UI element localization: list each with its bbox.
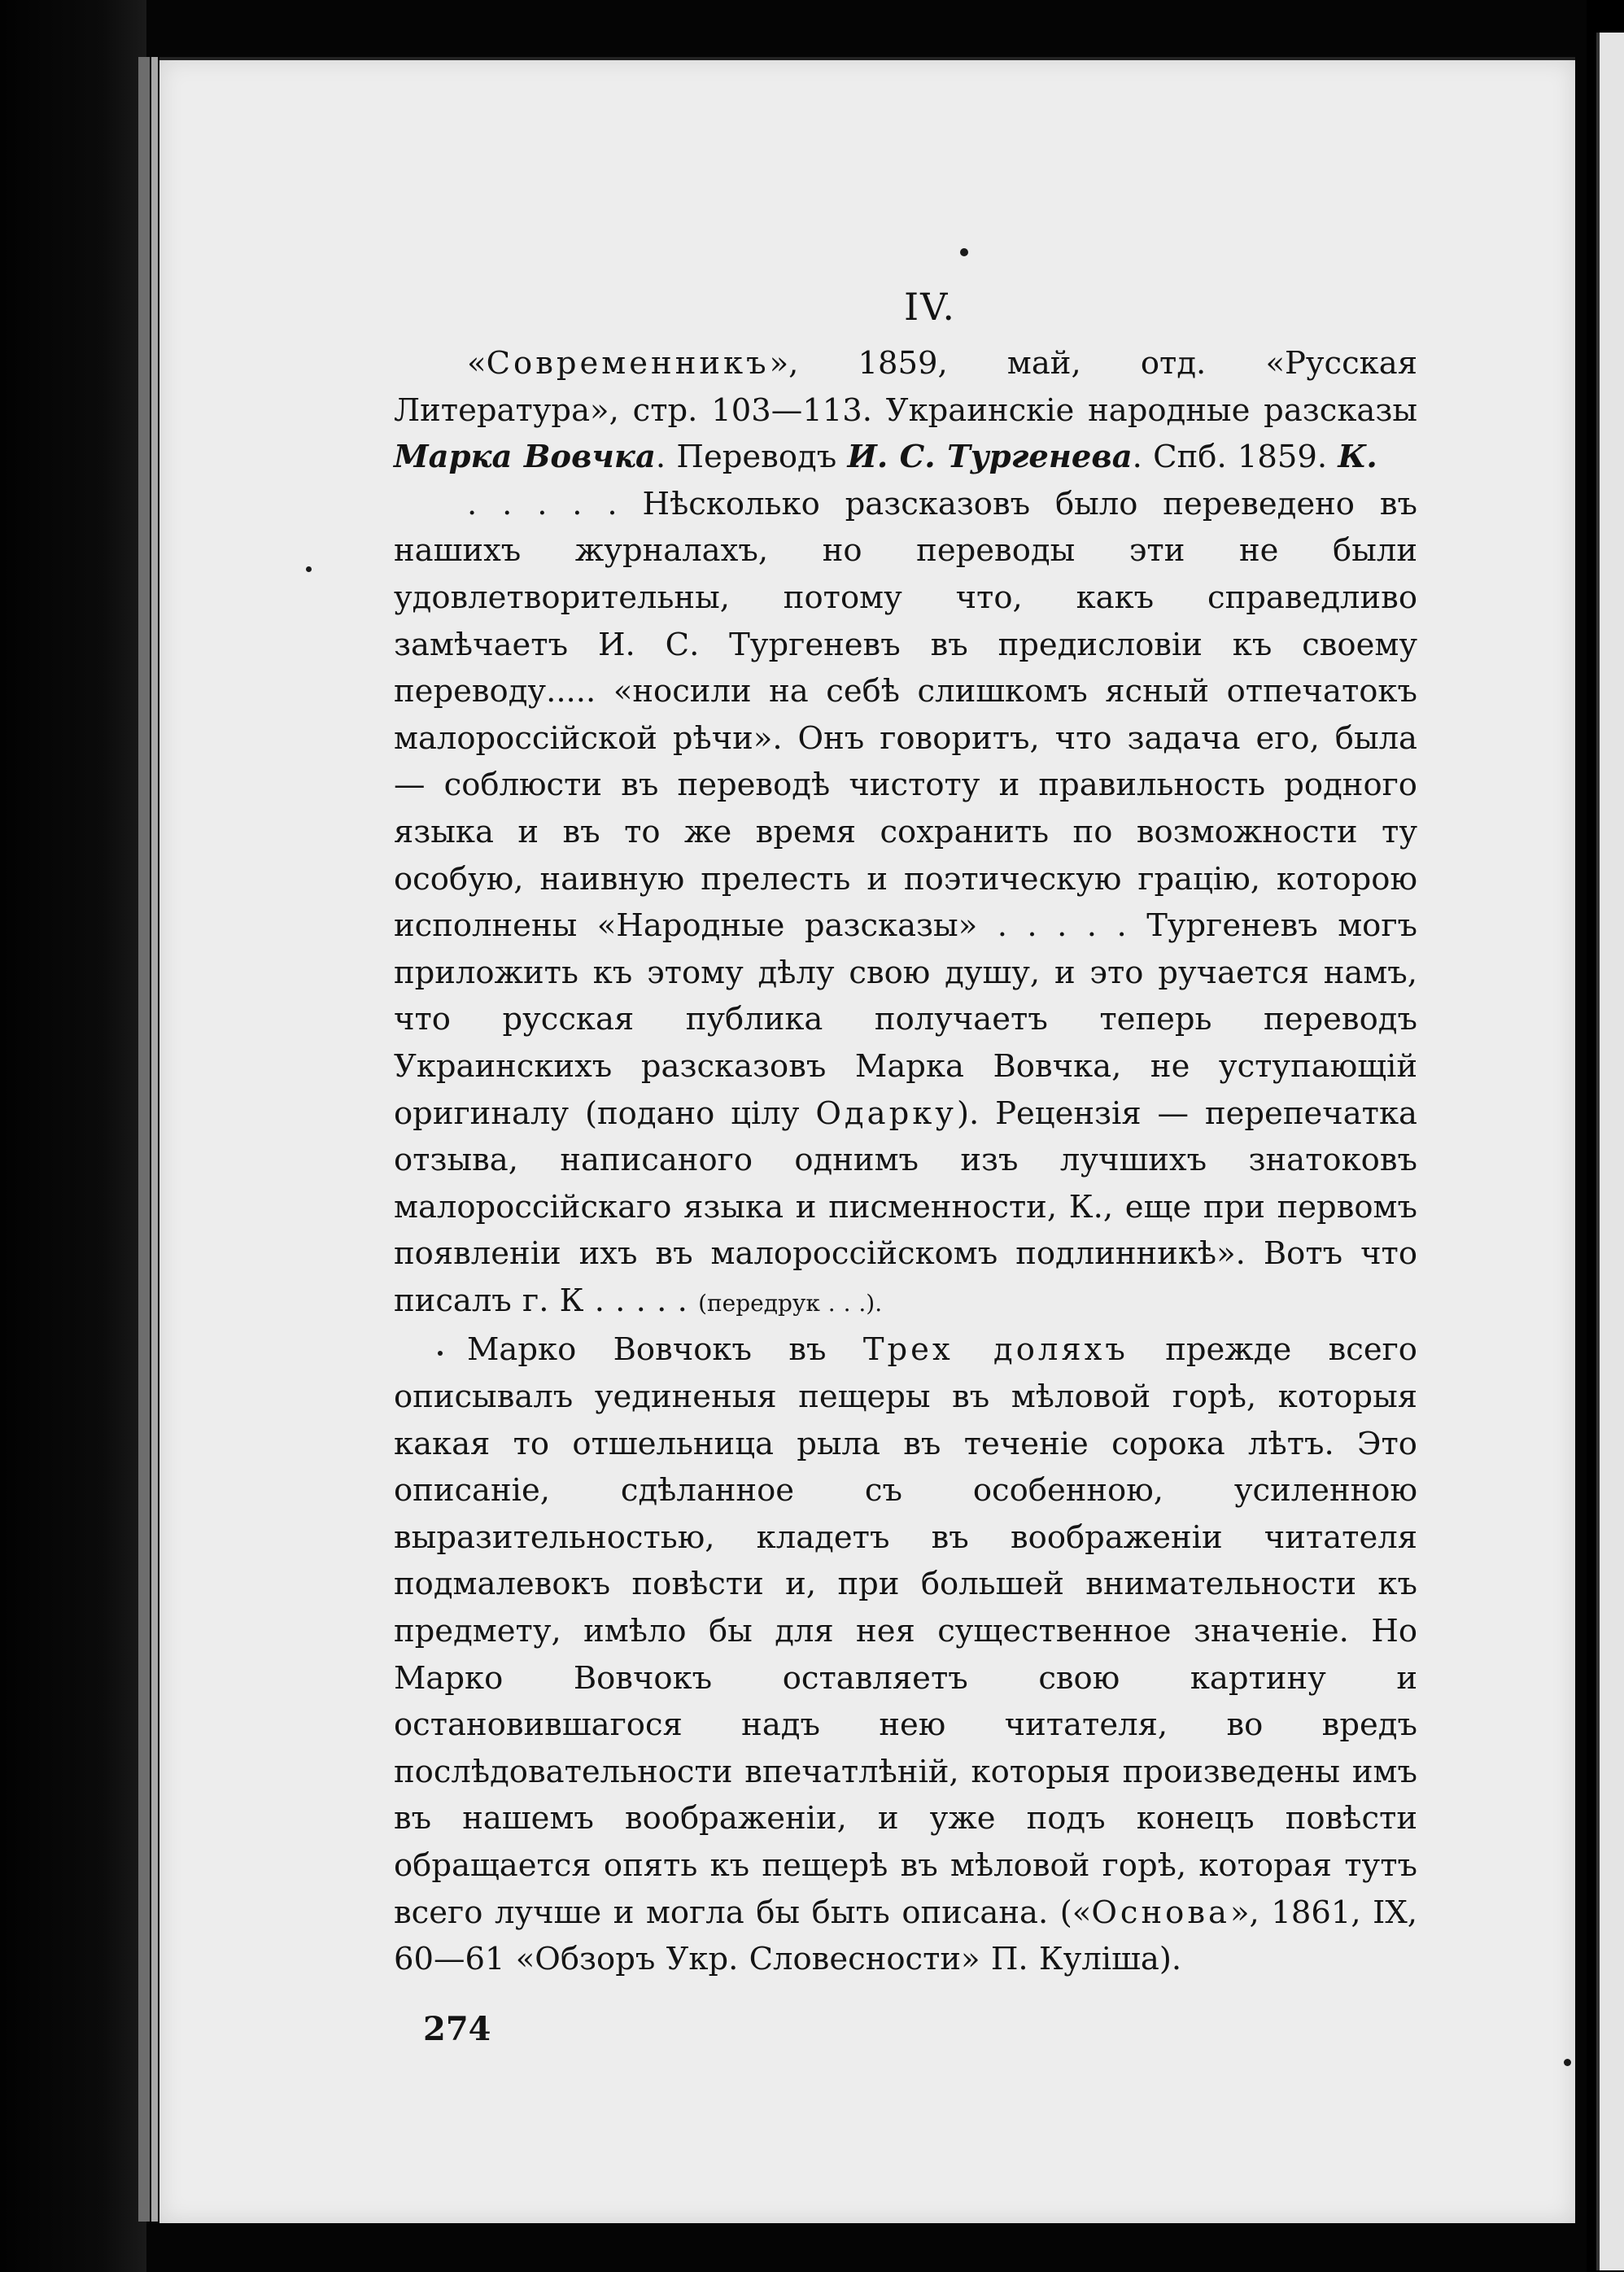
page-number: 274: [423, 2010, 491, 2048]
text-run: (передрук . . .).: [698, 1289, 883, 1317]
paragraph-1: [394, 340, 1417, 481]
page-content: [394, 269, 1417, 1983]
text-run: Одарку: [815, 1094, 957, 1132]
text-run: . Спб. 1859.: [1132, 439, 1338, 476]
text-run: Современникъ: [486, 345, 770, 382]
text-run: прежде всего описывалъ уединеныя пещеры въ мѣловой горѣ, которыя какая то отшельница рыла въ теченіе сорока лѣтъ. Это описаніе, сдѣланное съ особенною, усиленною выразительностью, кладетъ въ воображеніи читателя подмалевокъ повѣсти и, при большей внимательности къ предмету, имѣло бы для нея существенное значеніе. Но Марко Вовчокъ оставляетъ свою картину и остановившагося надъ нею читателя, во вредъ послѣдовательности впечатлѣній, которыя произведены имъ въ нашемъ воображеніи, и уже подъ конецъ повѣсти обращается опять къ пещерѣ въ мѣловой горѣ, которая тутъ всего лучше и могла бы быть описана. («: [394, 1331, 1417, 1931]
text-run: . . . . . Нѣсколько разсказовъ было переведено въ нашихъ журналахъ, но переводы эти не были удовлетворительны, потому что, какъ справедливо замѣчаетъ И. С. Тургеневъ въ предисловіи къ своему переводу..... «носили на себѣ слишкомъ ясный отпечатокъ малороссійской рѣчи». Онъ говоритъ, что задача его, была — соблюсти въ переводѣ чистоту и правильность родного языка и въ то же время сохранить по возможности ту особую, наивную прелесть и поэтическую грацію, которою исполнены «Народные разсказы» . . . . . Тургеневъ могъ приложить къ этому дѣлу свою душу, и это ручается намъ, что русская публика получаетъ теперь переводъ Украинскихъ разсказовъ Марка Вовчка, не уступающій оригиналу (подано цілу: [394, 485, 1417, 1132]
text-run: Марка Вовчка: [394, 439, 656, 476]
text-run: ). Рецензія — перепечатка отзыва, написаного однимъ изъ лучшихъ знатоковъ малороссійскаго языка и писменности, К., еще при первомъ появленіи ихъ въ малороссійскомъ подлинникѣ». Вотъ что писалъ г. К . . . . .: [394, 1094, 1417, 1319]
page-edge: [138, 57, 150, 2222]
next-page-edge: [1596, 33, 1624, 2270]
next-page-edge-line: [1596, 33, 1600, 2270]
speck-right: [1564, 2059, 1571, 2066]
text-run: », 1859, май, отд. «Русская Литература», стр. 103—113. Украинскіе народные разсказы: [394, 345, 1417, 429]
book-binding: [0, 0, 146, 2272]
section-heading: IV.: [904, 285, 956, 329]
speck-left: [306, 566, 312, 572]
page-edge-light: [151, 57, 158, 2222]
paragraph-2: [394, 481, 1417, 1327]
speck-top: [960, 248, 968, 256]
text-run: Марко Вовчокъ въ: [467, 1331, 863, 1369]
text-run: И. С. Тургенева: [847, 439, 1133, 476]
text-run: «: [467, 345, 487, 382]
text-run: Трех доляхъ: [862, 1331, 1129, 1369]
text-run: К.: [1338, 439, 1377, 476]
text-run: Основа: [1091, 1894, 1230, 1931]
text-run: », 1861, IX, 60—61 «Обзоръ Укр. Словесности» П. Куліша).: [394, 1894, 1417, 1978]
body-text: [394, 340, 1417, 1983]
text-run: . Переводъ: [655, 439, 848, 476]
page-top-border: [159, 57, 1575, 60]
paragraph-3: [394, 1326, 1417, 1982]
